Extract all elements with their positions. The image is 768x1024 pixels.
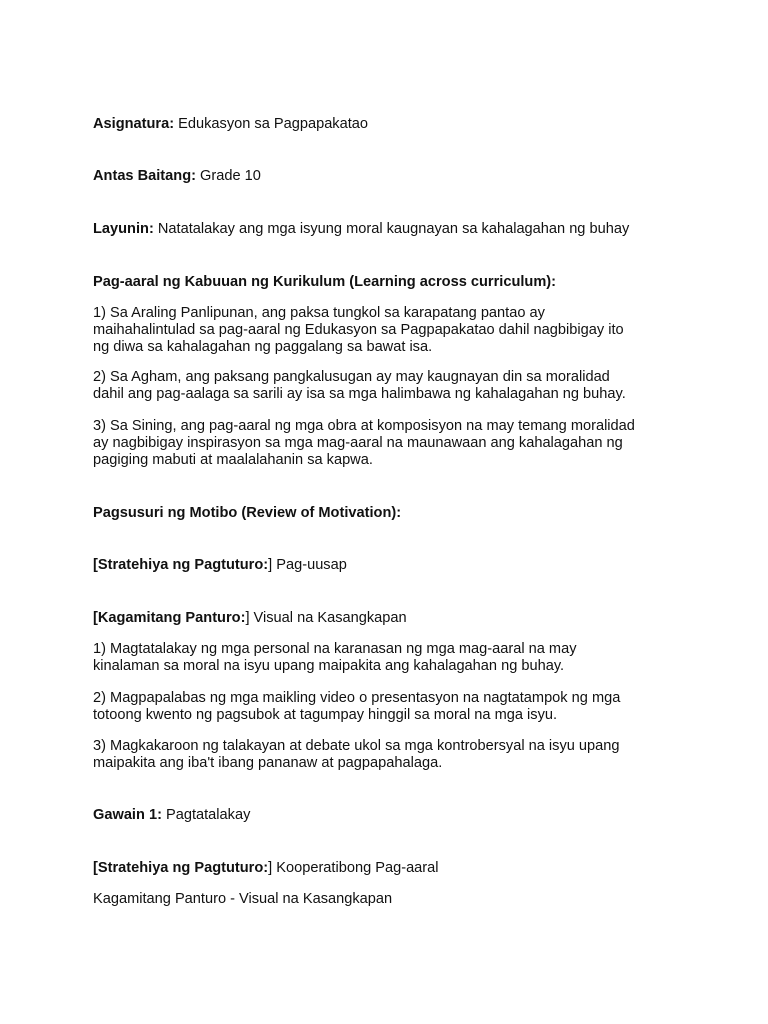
asignatura-line: [93, 116, 368, 133]
kagamitan-line-2: Kagamitang Panturo - Visual na Kasangkapan: [93, 891, 393, 907]
asignatura-label: Asignatura:: [93, 116, 175, 132]
paragraph-line: 2) Magpapalabas ng mga maikling video o presentasyon na nagtatampok ng mga: [93, 690, 621, 706]
asignatura-value: Edukasyon sa Pagpapakatao: [174, 116, 369, 132]
stratehiya-value: ] Pag-uusap: [268, 557, 347, 573]
paragraph-line: 1) Magtatalakay ng mga personal na karanasan ng mga mag-aaral na may: [93, 641, 577, 657]
layunin-line: [93, 221, 629, 238]
antas-label: Antas Baitang:: [93, 168, 196, 184]
kagamitan-value: ] Visual na Kasangkapan: [245, 610, 407, 626]
kurikulum-heading: Pag-aaral ng Kabuuan ng Kurikulum (Learning across curriculum):: [93, 274, 557, 290]
motibo-item-2: [93, 690, 683, 724]
stratehiya-value: ] Kooperatibong Pag-aaral: [268, 860, 439, 876]
paragraph-line: 3) Magkakaroon ng talakayan at debate ukol sa mga kontrobersyal na isyu upang: [93, 738, 620, 754]
kagamitan-label: [Kagamitang Panturo:: [93, 610, 246, 626]
kurikulum-item-2: [93, 369, 683, 403]
kurikulum-item-3: [93, 418, 683, 469]
paragraph-line: kinalaman sa moral na isyu upang maipakita ang kahalagahan ng buhay.: [93, 658, 565, 674]
paragraph-line: dahil ang pag-aalaga sa sarili ay isa sa mga halimbawa ng kahalagahan ng buhay.: [93, 386, 626, 402]
motibo-item-1: [93, 641, 683, 675]
gawain-value: Pagtatalakay: [161, 807, 251, 823]
paragraph-line: maipakita ang iba't ibang pananaw at pagpapahalaga.: [93, 755, 443, 771]
paragraph-line: 3) Sa Sining, ang pag-aaral ng mga obra at komposisyon na may temang moralidad: [93, 418, 635, 434]
antas-line: [93, 168, 261, 185]
paragraph-line: 2) Sa Agham, ang paksang pangkalusugan ay may kaugnayan din sa moralidad: [93, 369, 610, 385]
motibo-heading: Pagsusuri ng Motibo (Review of Motivation):: [93, 505, 402, 521]
kagamitan-line-1: [93, 610, 407, 627]
paragraph-line: ay nagbibigay inspirasyon sa mga mag-aaral na maunawaan ang kahalagahan ng: [93, 435, 623, 451]
stratehiya-label: [Stratehiya ng Pagtuturo:: [93, 860, 269, 876]
motibo-item-3: [93, 738, 683, 772]
stratehiya-line-2: [93, 860, 439, 877]
kurikulum-item-1: [93, 305, 683, 356]
paragraph-line: pagiging mabuti at maalalahanin sa kapwa.: [93, 452, 373, 468]
paragraph-line: ng diwa sa kahalagahan ng paggalang sa bawat isa.: [93, 339, 433, 355]
layunin-value: Natatalakay ang mga isyung moral kaugnayan sa kahalagahan ng buhay: [153, 221, 630, 237]
layunin-label: Layunin:: [93, 221, 154, 237]
stratehiya-label: [Stratehiya ng Pagtuturo:: [93, 557, 269, 573]
gawain-line: [93, 807, 250, 824]
paragraph-line: maihahalintulad sa pag-aaral ng Edukasyon sa Pagpapakatao dahil nagbibigay ito: [93, 322, 624, 338]
stratehiya-line-1: [93, 557, 347, 574]
gawain-label: Gawain 1:: [93, 807, 162, 823]
paragraph-line: 1) Sa Araling Panlipunan, ang paksa tungkol sa karapatang pantao ay: [93, 305, 545, 321]
paragraph-line: totoong kwento ng pagsubok at tagumpay hinggil sa moral na mga isyu.: [93, 707, 558, 723]
antas-value: Grade 10: [195, 168, 261, 184]
